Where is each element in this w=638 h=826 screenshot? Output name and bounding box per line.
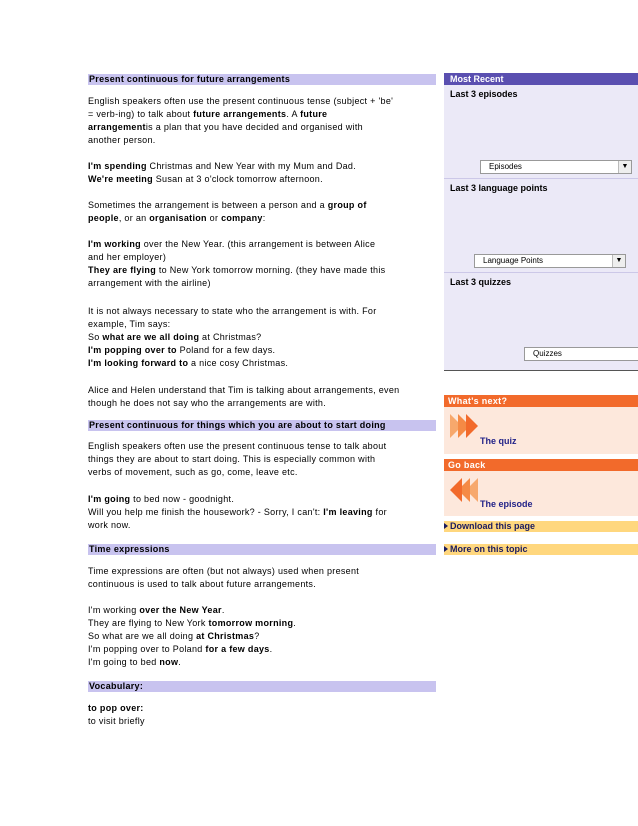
- text: over the New Year. (this arrangement is between Alice: [140, 239, 376, 249]
- section-heading-time-expressions: Time expressions: [88, 544, 436, 555]
- vocab-definition: to visit briefly: [88, 716, 145, 726]
- text: I'm working: [88, 605, 140, 615]
- text: :: [262, 213, 266, 223]
- text: They are flying to New York: [88, 618, 209, 628]
- text: So what are we all doing: [88, 631, 197, 641]
- text: for: [372, 507, 387, 517]
- last-quizzes-label: Last 3 quizzes: [450, 277, 512, 287]
- language-points-select-value: Language Points: [483, 256, 544, 265]
- divider: [444, 178, 638, 179]
- triangle-bullet-icon: [444, 523, 448, 529]
- text: .: [221, 605, 225, 615]
- text: and her employer): [88, 252, 167, 262]
- text: I'm going to bed: [88, 657, 160, 667]
- panel-bottom-rule: [444, 370, 638, 371]
- bold-term: for a few days: [205, 644, 270, 654]
- bold-term: I'm looking forward to: [88, 358, 189, 368]
- last-episodes-label: Last 3 episodes: [450, 89, 518, 99]
- bold-term: now: [159, 657, 179, 667]
- more-on-topic-label: More on this topic: [450, 544, 528, 554]
- text: work now.: [88, 520, 131, 530]
- text: things they are about to start doing. This is especially common with: [88, 454, 376, 464]
- text: verbs of movement, such as go, come, leave etc.: [88, 467, 298, 477]
- bold-term: company: [221, 213, 263, 223]
- text: .: [178, 657, 182, 667]
- text: English speakers often use the present continuous tense to talk about: [88, 441, 387, 451]
- triangle-bullet-icon: [444, 546, 448, 552]
- divider: [444, 272, 638, 273]
- more-on-topic-link[interactable]: [444, 544, 638, 555]
- quizzes-select-value: Quizzes: [533, 349, 562, 358]
- examples-block-1: [88, 160, 438, 186]
- bold-term: We're meeting: [88, 174, 153, 184]
- chevron-down-icon: ▼: [612, 255, 625, 267]
- bold-term: future arrangements: [193, 109, 287, 119]
- section-heading-future-arrangements: Present continuous for future arrangements: [88, 74, 436, 85]
- text: another person.: [88, 135, 156, 145]
- most-recent-panel: [444, 85, 638, 370]
- go-back-header: Go back: [444, 459, 638, 471]
- bold-term: what are we all doing: [102, 332, 200, 342]
- text: to New York tomorrow morning. (they have made this: [156, 265, 386, 275]
- text: or: [206, 213, 222, 223]
- download-page-label: Download this page: [450, 521, 536, 531]
- text: English speakers often use the present continuous tense (subject + 'be': [88, 96, 394, 106]
- text: Sometimes the arrangement is between a person and a: [88, 200, 328, 210]
- section-heading-about-to-start: Present continuous for things which you are about to start doing: [88, 420, 436, 431]
- text: a nice cosy Christmas.: [188, 358, 289, 368]
- quizzes-select[interactable]: [524, 347, 638, 361]
- examples-block-3: [88, 493, 438, 532]
- most-recent-header: Most Recent: [444, 73, 638, 85]
- group-paragraph: [88, 199, 438, 225]
- bold-term: future: [300, 109, 328, 119]
- text: ?: [254, 631, 260, 641]
- time-expressions-paragraph: [88, 565, 438, 591]
- chevron-down-icon: ▼: [618, 161, 631, 173]
- text: I'm popping over to Poland: [88, 644, 206, 654]
- bold-term: I'm going: [88, 494, 131, 504]
- bold-term: at Christmas: [196, 631, 255, 641]
- text: Will you help me finish the housework? - Sorry, I can't:: [88, 507, 324, 517]
- download-page-link[interactable]: [444, 521, 638, 532]
- bold-term: I'm spending: [88, 161, 147, 171]
- text: example, Tim says:: [88, 319, 171, 329]
- examples-block-2: [88, 238, 438, 290]
- bold-term: They are flying: [88, 265, 157, 275]
- text: So: [88, 332, 103, 342]
- text: , or an: [118, 213, 150, 223]
- section-heading-vocabulary: Vocabulary:: [88, 681, 436, 692]
- text: Christmas and New Year with my Mum and Dad.: [146, 161, 357, 171]
- episode-link[interactable]: The episode: [480, 499, 533, 509]
- bold-term: arrangement: [88, 122, 146, 132]
- back-arrows-icon[interactable]: [450, 477, 480, 503]
- vocab-term: to pop over:: [88, 703, 144, 713]
- forward-arrows-icon[interactable]: [450, 413, 480, 439]
- bold-term: tomorrow morning: [208, 618, 294, 628]
- text: Poland for a few days.: [176, 345, 276, 355]
- text: continuous is used to talk about future arrangements.: [88, 579, 317, 589]
- bold-term: organisation: [149, 213, 207, 223]
- time-expressions-list: [88, 604, 438, 669]
- quiz-link[interactable]: The quiz: [480, 436, 517, 446]
- episodes-select-value: Episodes: [489, 162, 522, 171]
- text: .: [269, 644, 273, 654]
- text: It is not always necessary to state who the arrangement is with. For: [88, 306, 377, 316]
- text: Alice and Helen understand that Tim is talking about arrangements, even: [88, 385, 400, 395]
- bold-term: I'm working: [88, 239, 141, 249]
- vocabulary-entry: [88, 702, 438, 728]
- text: = verb-ing) to talk about: [88, 109, 194, 119]
- last-language-points-label: Last 3 language points: [450, 183, 548, 193]
- text: is a plan that you have decided and organised with: [145, 122, 363, 132]
- text: though he does not say who the arrangements are with.: [88, 398, 327, 408]
- bold-term: people: [88, 213, 119, 223]
- alice-helen-paragraph: [88, 384, 438, 410]
- text: Time expressions are often (but not always) used when present: [88, 566, 360, 576]
- language-points-select[interactable]: [474, 254, 626, 268]
- text: .: [293, 618, 297, 628]
- episodes-select[interactable]: [480, 160, 632, 174]
- bold-term: I'm leaving: [323, 507, 373, 517]
- bold-term: group of: [327, 200, 367, 210]
- text: . A: [286, 109, 301, 119]
- whats-next-header: What's next?: [444, 395, 638, 407]
- not-always-paragraph: [88, 305, 438, 370]
- text: at Christmas?: [199, 332, 262, 342]
- bold-term: I'm popping over to: [88, 345, 177, 355]
- text: arrangement with the airline): [88, 278, 211, 288]
- about-to-start-paragraph: [88, 440, 438, 479]
- bold-term: over the New Year: [139, 605, 222, 615]
- text: Susan at 3 o'clock tomorrow afternoon.: [152, 174, 323, 184]
- text: to bed now - goodnight.: [130, 494, 235, 504]
- intro-paragraph: [88, 95, 438, 147]
